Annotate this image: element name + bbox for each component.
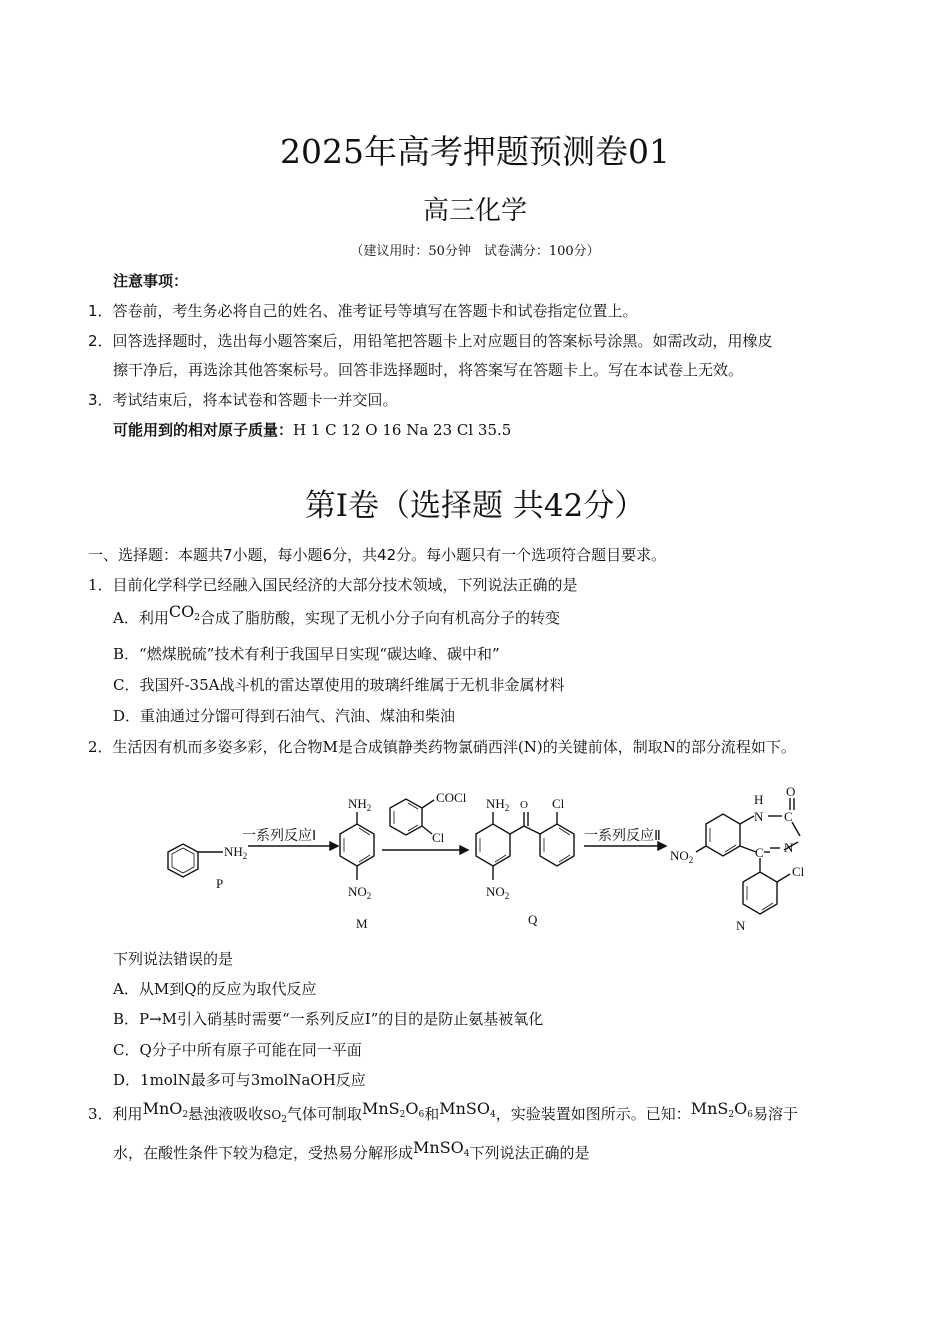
m-no2: $NO_2$ [348, 884, 372, 901]
n-imine-n: N [784, 840, 794, 855]
notice-num: 3． [88, 391, 113, 409]
notice-item-1 [88, 300, 638, 321]
notice-num: 1． [88, 302, 113, 320]
formula-subscript: 2 [194, 613, 200, 623]
question-text: 利用 [112, 1105, 143, 1123]
question-text: 悬浊液吸收 [188, 1105, 264, 1123]
exam-title: 2025年高考押题预测卷01 [280, 132, 670, 171]
q1-option-a [113, 602, 560, 629]
notice-text: 回答选择题时，选出每小题答案后，用铅笔把答题卡上对应题目的答案标号涂黑。如需改动，用橡皮 [112, 332, 773, 350]
compound-q-rings [476, 812, 574, 880]
q1-option-d: D．重油通过分馏可得到石油气、汽油、煤油和柴油 [113, 707, 456, 725]
reagent-cl: Cl [432, 830, 445, 845]
question-number: 1． [88, 576, 113, 594]
formula-text: MnS [361, 1099, 400, 1118]
q2-option-a: A．从M到Q的反应为取代反应 [113, 980, 317, 998]
atomic-masses [113, 419, 511, 440]
formula-mns2o6 [362, 1099, 424, 1118]
formula-text: O [405, 1099, 419, 1118]
formula-mnso4 [413, 1138, 470, 1157]
compound-p-ring [168, 844, 223, 877]
arrow-2-label: 一系列反应Ⅱ [584, 829, 661, 844]
label-n: N [736, 918, 746, 933]
label-m: M [356, 916, 368, 931]
mass-label: 可能用到的相对原子质量： [113, 421, 294, 439]
question-text: 水，在酸性条件下较为稳定，受热易分解形成 [113, 1144, 414, 1162]
question-number: 3． [88, 1105, 113, 1123]
formula-text: SO [263, 1108, 282, 1122]
formula-text: MnSO [439, 1099, 490, 1118]
q1-option-c: C．我国歼-35A战斗机的雷达罩使用的玻璃纤维属于无机非金属材料 [113, 676, 565, 694]
label-q: Q [528, 912, 538, 927]
formula-subscript: 2 [399, 1110, 406, 1120]
notice-heading: 注意事项： [113, 272, 189, 290]
formula-text: MnO [142, 1099, 183, 1118]
formula-subscript: 2 [182, 1110, 189, 1120]
question-2-lead: 下列说法错误的是 [113, 950, 234, 968]
formula-subscript: 4 [489, 1110, 496, 1120]
q-carbonyl-o: O [520, 799, 528, 811]
formula-text: MnSO [413, 1138, 464, 1157]
formula-mnso4 [439, 1099, 496, 1118]
formula-so2 [263, 1108, 287, 1125]
question-number: 2． [88, 738, 113, 756]
q-no2: $NO_2$ [486, 884, 510, 901]
compound-m-ring [340, 812, 374, 880]
formula-subscript: 4 [463, 1149, 470, 1159]
n-imine-c: C [755, 845, 764, 860]
question-text: 易溶于 [752, 1105, 798, 1123]
question-text: 气体可制取 [286, 1105, 362, 1123]
q-nh2: $NH_2$ [486, 796, 510, 813]
notice-num: 2． [88, 332, 113, 350]
question-text: 下列说法正确的是 [469, 1144, 590, 1162]
question-text: 目前化学科学已经融入国民经济的大部分技术领域，下列说法正确的是 [112, 576, 578, 594]
option-text: 合成了脂肪酸，实现了无机小分子向有机高分子的转变 [199, 609, 560, 627]
formula-text: MnS [690, 1099, 729, 1118]
notice-text: 考试结束后，将本试卷和答题卡一并交回。 [112, 391, 398, 409]
formula-subscript: 2 [728, 1110, 735, 1120]
q-cl: Cl [552, 796, 565, 811]
time-info: （建议用时：50分钟 试卷满分：100分） [350, 244, 600, 259]
m-nh2: $NH_2$ [348, 796, 372, 813]
reagent-cocl: COCl [436, 790, 467, 805]
label-p: P [216, 876, 224, 891]
formula-subscript: 2 [281, 1115, 287, 1125]
formula-mno2 [143, 1099, 189, 1118]
formula-subscript: 6 [747, 1110, 753, 1120]
q2-option-c: C．Q分子中所有原子可能在同一平面 [113, 1041, 362, 1059]
arrow-1-label: 一系列反应Ⅰ [242, 829, 317, 844]
section-title: 第Ⅰ卷（选择题 共42分） [304, 488, 646, 524]
n-no2: $NO_2$ [670, 848, 694, 865]
notice-item-2 [88, 330, 773, 351]
exam-subtitle: 高三化学 [422, 196, 527, 226]
question-2-stem [88, 736, 796, 757]
p-nh2: $NH_2$ [224, 844, 248, 861]
question-3-line-1 [88, 1099, 798, 1125]
formula-text: O [734, 1099, 748, 1118]
formula-mns2o6 [691, 1099, 753, 1118]
formula-text: CO [168, 602, 195, 621]
notice-item-3 [88, 389, 398, 410]
option-text: A．利用 [113, 609, 169, 627]
question-text: 和 [424, 1105, 440, 1123]
q2-option-b: B．P→M引入硝基时需要“一系列反应Ⅰ”的目的是防止氨基被氧化 [113, 1010, 544, 1028]
question-text: 生活因有机而多姿多彩，化合物M是合成镇静类药物氯硝西泮(N)的关键前体，制取N的部分流程如下。 [112, 738, 796, 756]
section-instructions: 一、选择题：本题共7小题，每小题6分，共42分。每小题只有一个选项符合题目要求。 [88, 546, 667, 564]
n-c: C [784, 809, 793, 824]
n-cl: Cl [792, 864, 805, 879]
mass-values: H 1 C 12 O 16 Na 23 Cl 35.5 [293, 421, 512, 439]
reaction-scheme [150, 780, 830, 940]
question-3-line-2 [113, 1138, 590, 1164]
n-h: H [754, 792, 764, 807]
notice-item-2-cont: 擦干净后，再选涂其他答案标号。回答非选择题时，将答案写在答题卡上。写在本试卷上无效。 [113, 361, 744, 379]
notice-text: 答卷前，考生务必将自己的姓名、准考证号等填写在答题卡和试卷指定位置上。 [112, 302, 638, 320]
question-1-stem [88, 574, 578, 595]
n-o: O [786, 784, 796, 799]
n-nh-n: N [754, 809, 764, 824]
question-text: ，实验装置如图所示。已知： [495, 1105, 691, 1123]
q2-option-d: D．1molN最多可与3molNaOH反应 [113, 1071, 366, 1089]
formula-co2 [169, 602, 200, 621]
q1-option-b: B．“燃煤脱硫”技术有利于我国早日实现“碳达峰、碳中和” [113, 645, 500, 663]
reagent-ring [390, 799, 434, 835]
formula-subscript: 6 [418, 1110, 425, 1120]
